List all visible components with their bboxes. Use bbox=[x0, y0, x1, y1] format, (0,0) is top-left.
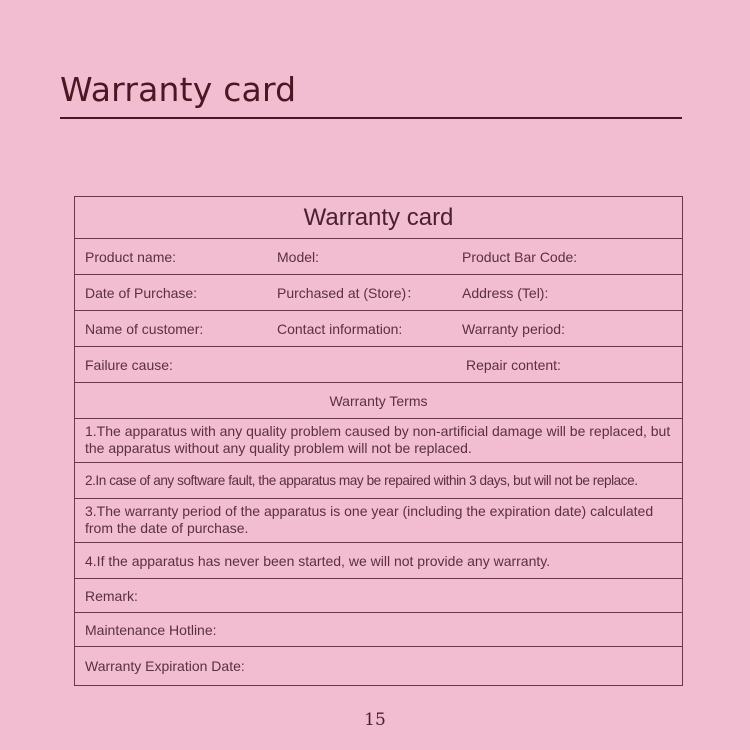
maintenance-hotline-label: Maintenance Hotline: bbox=[75, 613, 682, 647]
customer-name-label: Name of customer: bbox=[85, 321, 204, 337]
customer-info-row bbox=[75, 311, 682, 347]
bar-code-label: Product Bar Code: bbox=[462, 249, 578, 265]
product-name-label: Product name: bbox=[85, 249, 177, 265]
failure-cause-label: Failure cause: bbox=[85, 357, 173, 373]
contact-label: Contact information: bbox=[277, 321, 403, 337]
warranty-expiration-label: Warranty Expiration Date: bbox=[85, 658, 245, 674]
warranty-term-1: 1.The apparatus with any quality problem caused by non-artificial damage will be replaced, but the apparatus without any quality problem will not be replaced. bbox=[75, 419, 682, 463]
card-title: Warranty card bbox=[75, 197, 682, 239]
repair-content-label: Repair content: bbox=[466, 357, 561, 373]
page-title: Warranty card bbox=[60, 70, 297, 109]
failure-info-row bbox=[75, 347, 682, 383]
date-of-purchase-label: Date of Purchase: bbox=[85, 285, 198, 301]
warranty-card-table bbox=[74, 196, 683, 686]
warranty-term-3: 3.The warranty period of the apparatus is one year (including the expiration date) calculated from the date of purchase. bbox=[75, 499, 682, 543]
address-label: Address (Tel): bbox=[462, 285, 549, 301]
model-label: Model: bbox=[277, 249, 320, 265]
purchase-info-row bbox=[75, 275, 682, 311]
warranty-period-label: Warranty period: bbox=[462, 321, 565, 337]
product-info-row bbox=[75, 239, 682, 275]
purchased-at-label: Purchased at (Store)： bbox=[277, 285, 421, 301]
warranty-terms-heading: Warranty Terms bbox=[75, 383, 682, 419]
warranty-term-2: 2.In case of any software fault, the apparatus may be repaired within 3 days, but will not be replace. bbox=[75, 463, 682, 499]
heading-divider bbox=[60, 117, 682, 119]
remark-label: Remark: bbox=[75, 579, 682, 613]
warranty-term-4: 4.If the apparatus has never been started, we will not provide any warranty. bbox=[75, 543, 682, 579]
page-number: 15 bbox=[364, 710, 386, 730]
